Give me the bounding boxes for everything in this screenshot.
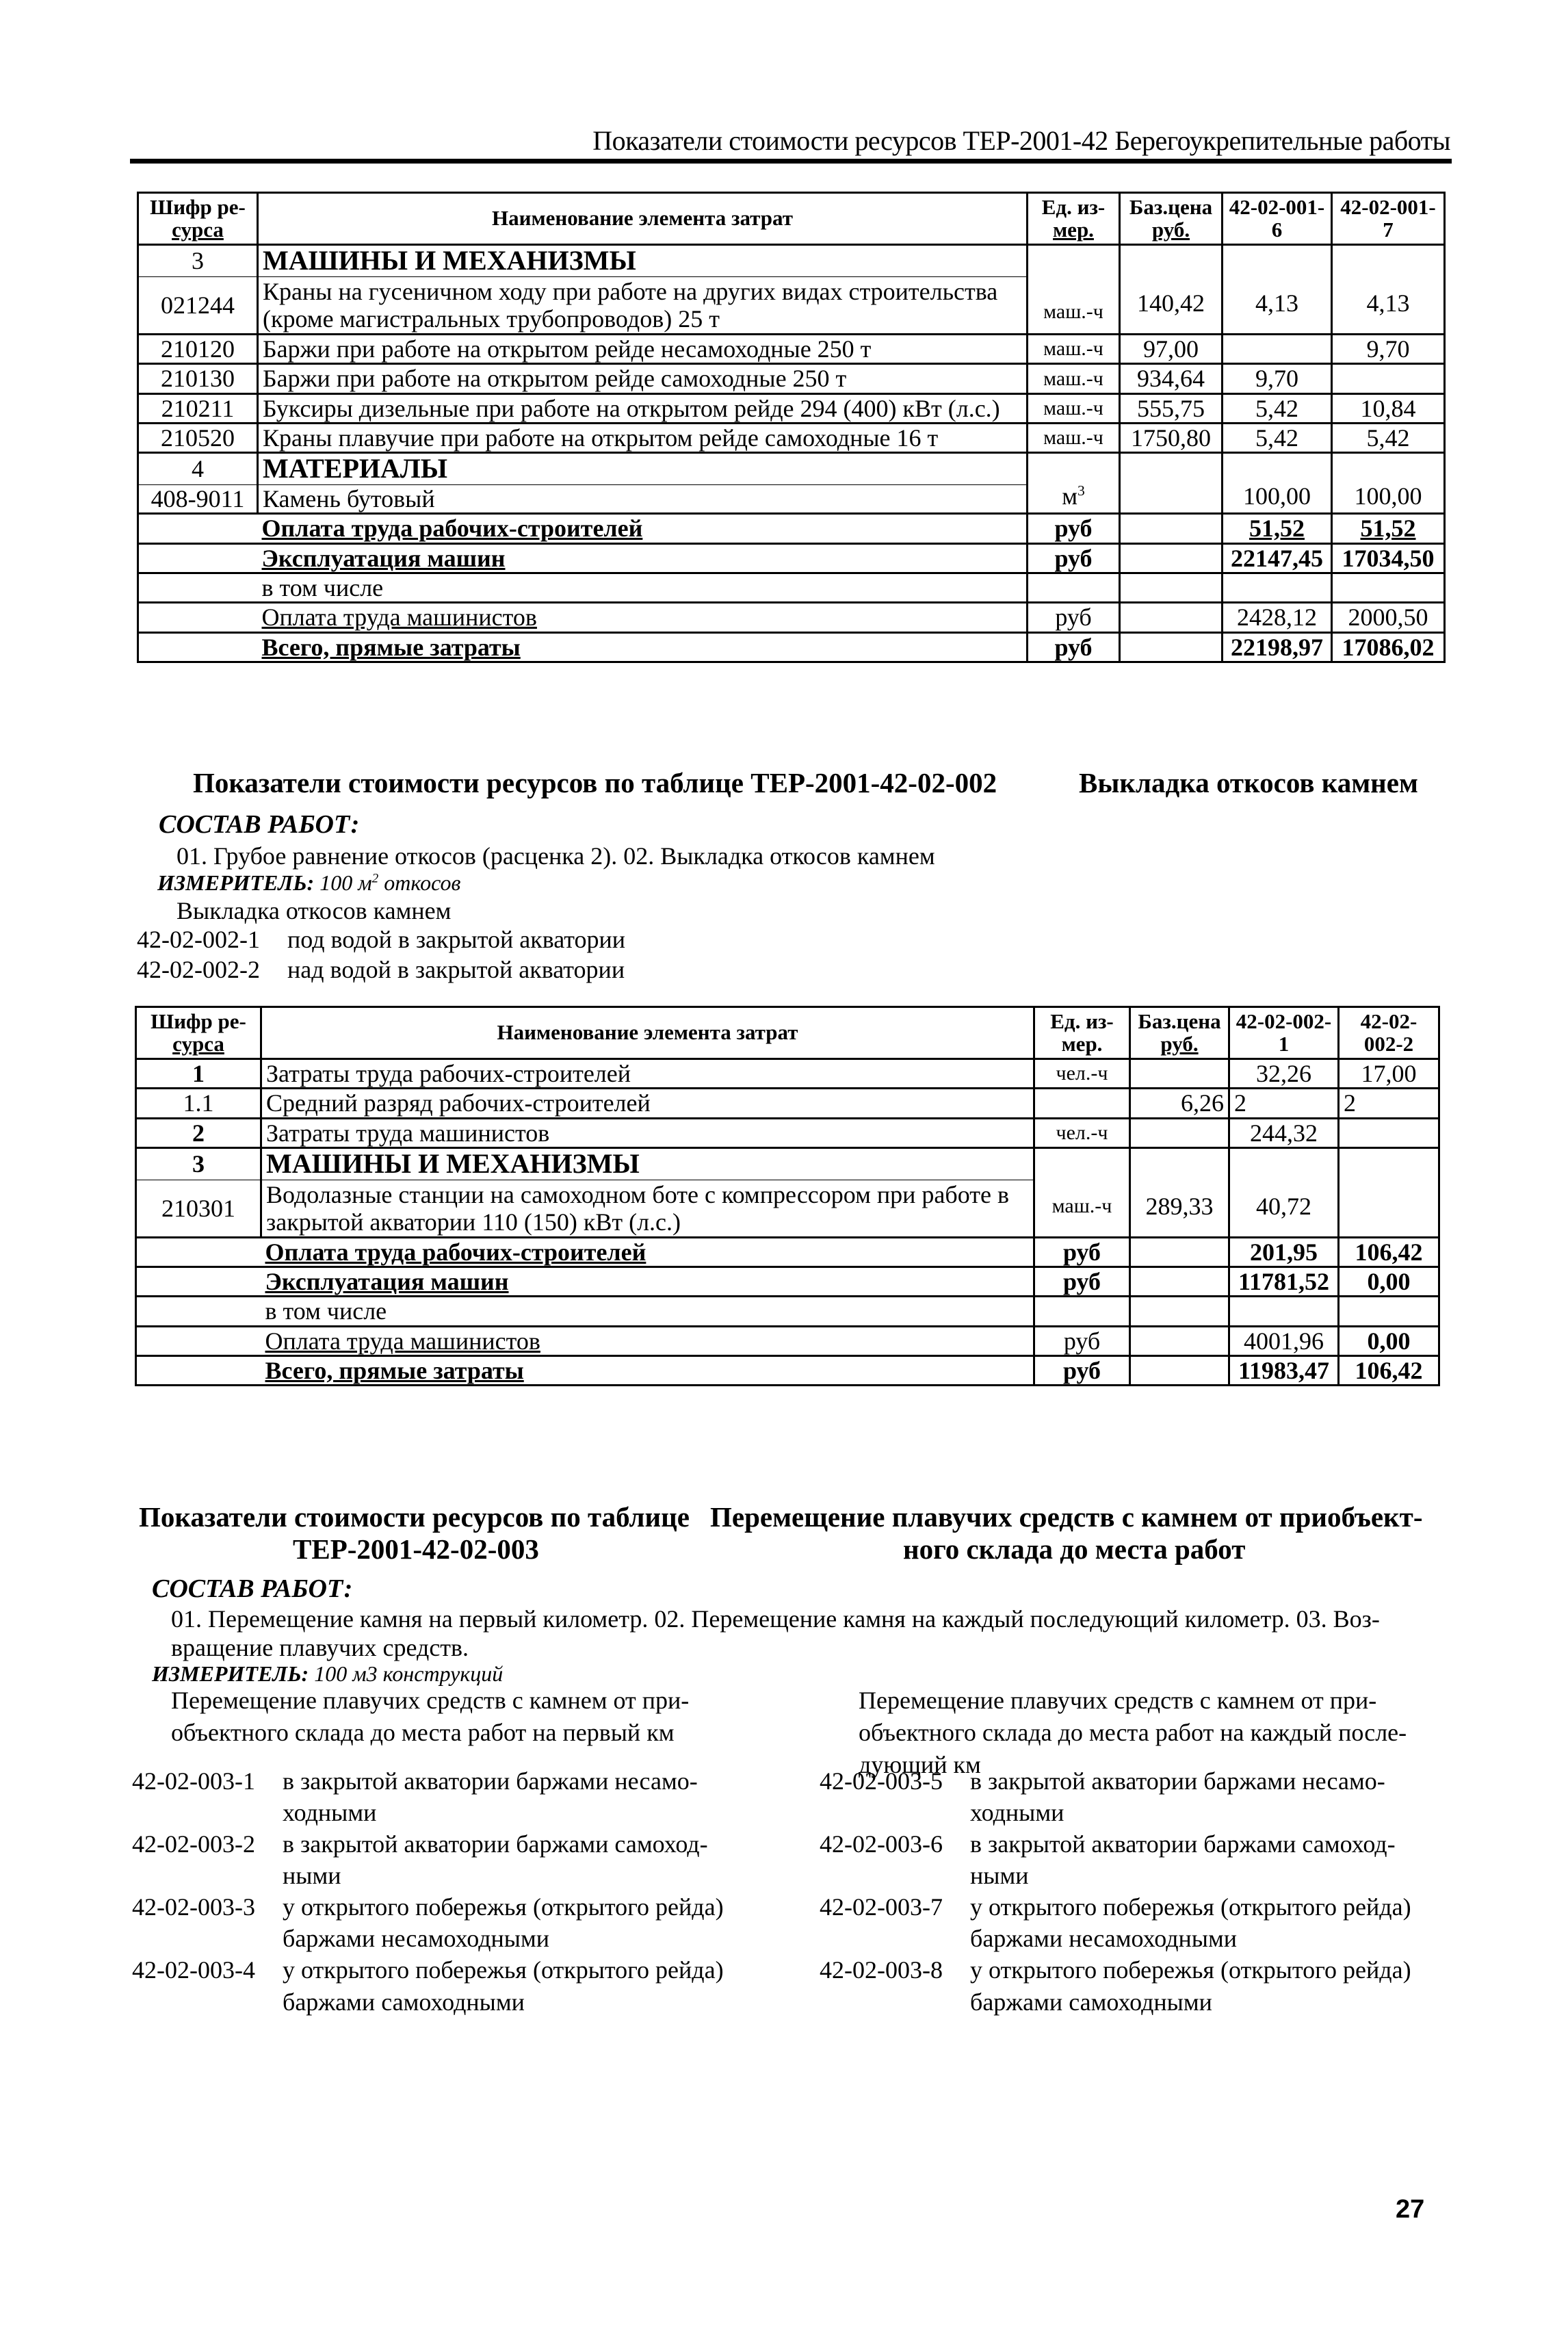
cell-unit: руб [1034, 1267, 1130, 1297]
cell-name: Всего, прямые затраты [261, 1356, 1034, 1386]
header-rule [130, 159, 1452, 164]
cell-name: Камень бутовый [258, 484, 1028, 513]
list-item [820, 1891, 1449, 1954]
group-title-line: Перемещение плавучих средств с камнем от при- [171, 1687, 690, 1714]
cell-name: Краны на гусеничном ходу при работе на других видах строительства (кроме магистральных трубопроводов) 25 т [258, 276, 1028, 334]
list-item [137, 954, 753, 984]
cell-price [1130, 1118, 1229, 1147]
cell-name: Водолазные станции на самоходном боте с компрессором при работе в закрытой акватории 110 (150) кВт (л.с.) [261, 1180, 1034, 1237]
cell-price: 289,33 [1130, 1148, 1229, 1238]
item-code: 42-02-002-2 [137, 956, 260, 983]
cell-col-a: 5,42 [1223, 393, 1332, 423]
header-price: Баз.цена руб. [1130, 1007, 1229, 1059]
cell-name: Баржи при работе на открытом рейде несамоходные 250 т [258, 334, 1028, 363]
cell-col-a: 40,72 [1229, 1148, 1339, 1238]
cell-col-b: 17086,02 [1332, 632, 1445, 662]
table-row [138, 393, 1445, 423]
cell-col-a [1223, 573, 1332, 602]
cell-price [1130, 1059, 1229, 1089]
table-row [138, 364, 1445, 393]
cell-price [1130, 1356, 1229, 1386]
item-desc: в закрытой акватории баржами самоход- ными [970, 1830, 1396, 1890]
cell-col-a [1229, 1297, 1339, 1326]
cell-code: 210301 [136, 1180, 261, 1237]
list-item [132, 1765, 775, 1828]
cell-col-b [1332, 364, 1445, 393]
cell-col-b: 17,00 [1339, 1059, 1439, 1089]
resource-cost-table-42-02-002 [135, 1006, 1440, 1386]
cell-unit: маш.-ч [1028, 364, 1120, 393]
cell-col-a: 11781,52 [1229, 1267, 1339, 1297]
cell-price: 555,75 [1120, 393, 1223, 423]
cell-name: Всего, прямые затраты [258, 632, 1028, 662]
cell-col-b: 10,84 [1332, 393, 1445, 423]
cell-col-b: 0,00 [1339, 1326, 1439, 1355]
item-desc: у открытого побережья (открытого рейда) баржами самоходными [970, 1956, 1411, 2016]
cell-unit [1028, 573, 1120, 602]
item-desc: в закрытой акватории баржами несамо- ходными [970, 1767, 1385, 1827]
header-unit: Ед. из- мер. [1028, 193, 1120, 245]
cell-col-b [1332, 573, 1445, 602]
cell-col-a: 4,13 [1223, 245, 1332, 335]
cell-unit: маш.-ч [1028, 245, 1120, 335]
cell-price [1130, 1237, 1229, 1267]
cell-name: Оплата труда рабочих-строителей [261, 1237, 1034, 1267]
summary-row [136, 1267, 1439, 1297]
cell-unit: чел.-ч [1034, 1118, 1130, 1147]
item-code: 42-02-003-8 [820, 1956, 943, 1984]
cell-code: 2 [136, 1118, 261, 1147]
section-subtitle-42-02-002: Выкладка откосов камнем [1079, 767, 1418, 798]
section-title-42-02-003: Показатели стоимости ресурсов по таблице [139, 1501, 690, 1533]
cell-code: 210520 [138, 423, 258, 452]
section-name: МАШИНЫ И МЕХАНИЗМЫ [258, 245, 1028, 277]
running-header: Показатели стоимости ресурсов ТЕР-2001-42 Берегоукрепительные работы [592, 125, 1450, 156]
item-code: 42-02-003-5 [820, 1767, 943, 1795]
cell-col-b: 2 [1339, 1089, 1439, 1118]
cell-name: Затраты труда рабочих-строителей [261, 1059, 1034, 1089]
cell-col-a: 5,42 [1223, 423, 1332, 452]
cell-name: в том числе [261, 1297, 1034, 1326]
cell-unit: руб [1028, 514, 1120, 543]
sostav-text: 01. Грубое равнение откосов (расценка 2). 02. Выкладка откосов камнем [177, 842, 935, 870]
cell-name: Оплата труда рабочих-строителей [258, 514, 1028, 543]
item-desc: под водой в закрытой акватории [287, 926, 626, 953]
cell-code [138, 543, 258, 573]
cell-unit: чел.-ч [1034, 1059, 1130, 1089]
cell-name: Оплата труда машинистов [261, 1326, 1034, 1355]
group-title-line: дующий км [859, 1750, 981, 1778]
group-title-line: объектного склада до места работ на первый км [171, 1718, 675, 1746]
cell-code: 021244 [138, 276, 258, 334]
cell-price [1130, 1297, 1229, 1326]
summary-row-total [136, 1356, 1439, 1386]
cell-code [138, 632, 258, 662]
header-col-b: 42-02-001- 7 [1332, 193, 1445, 245]
cell-price [1120, 514, 1223, 543]
cell-code [136, 1237, 261, 1267]
cell-name: Эксплуатация машин [258, 543, 1028, 573]
cell-col-b: 100,00 [1332, 453, 1445, 514]
cell-price [1120, 543, 1223, 573]
summary-row [136, 1326, 1439, 1355]
item-code: 42-02-002-1 [137, 926, 260, 953]
cell-col-a: 22147,45 [1223, 543, 1332, 573]
section-row-machines [136, 1148, 1439, 1180]
cell-code [138, 603, 258, 632]
cell-unit: маш.-ч [1028, 423, 1120, 452]
list-item [137, 924, 753, 954]
cell-price [1120, 573, 1223, 602]
cell-price [1120, 632, 1223, 662]
item-desc: у открытого побережья (открытого рейда) баржами несамоходными [970, 1893, 1411, 1953]
section-code: 4 [138, 453, 258, 485]
cell-col-b: 5,42 [1332, 423, 1445, 452]
cell-code: 1 [136, 1059, 261, 1089]
page-number: 27 [1396, 2195, 1425, 2224]
section-subtitle-42-02-003-line1: Перемещение плавучих средств с камнем от приобъект- [710, 1501, 1423, 1533]
section-row-machines [138, 245, 1445, 277]
cell-name: Оплата труда машинистов [258, 603, 1028, 632]
cell-unit: руб [1028, 632, 1120, 662]
group-title-line: Перемещение плавучих средств с камнем от при- [859, 1687, 1377, 1714]
item-desc: у открытого побережья (открытого рейда) баржами несамоходными [283, 1893, 724, 1953]
cell-col-b: 51,52 [1332, 514, 1445, 543]
cell-col-b [1339, 1118, 1439, 1147]
list-item [132, 1828, 775, 1891]
item-code: 42-02-003-6 [820, 1830, 943, 1858]
sostav-text-line1: 01. Перемещение камня на первый километр. 02. Перемещение камня на каждый последующий километр. 03. Воз- [171, 1605, 1380, 1633]
cell-price [1130, 1267, 1229, 1297]
cell-code [136, 1326, 261, 1355]
cell-unit: маш.-ч [1028, 393, 1120, 423]
cell-col-a: 100,00 [1223, 453, 1332, 514]
cell-unit: $м^3$ [1028, 453, 1120, 514]
header-col-a: 42-02-002- 1 [1229, 1007, 1339, 1059]
cell-col-a: 11983,47 [1229, 1356, 1339, 1386]
cell-col-b: 106,42 [1339, 1237, 1439, 1267]
cell-unit [1034, 1297, 1130, 1326]
section-title-42-02-003-code: ТЕР-2001-42-02-003 [293, 1533, 539, 1565]
cell-name: Баржи при работе на открытом рейде самоходные 250 т [258, 364, 1028, 393]
item-code: 42-02-003-3 [132, 1893, 255, 1921]
cell-name: Средний разряд рабочих-строителей [261, 1089, 1034, 1118]
cell-name: Краны плавучие при работе на открытом рейде самоходные 16 т [258, 423, 1028, 452]
cell-unit: маш.-ч [1028, 334, 1120, 363]
item-desc: в закрытой акватории баржами несамо- ходными [283, 1767, 698, 1827]
cell-col-a: 9,70 [1223, 364, 1332, 393]
table-header-row [136, 1007, 1439, 1059]
right-code-list [820, 1765, 1449, 2018]
code-list [137, 924, 753, 984]
cell-col-a: 51,52 [1223, 514, 1332, 543]
sostav-text-line2: вращение плавучих средств. [171, 1634, 469, 1661]
table-row [136, 1059, 1439, 1089]
cell-col-b: 106,42 [1339, 1356, 1439, 1386]
cell-price: 934,64 [1120, 364, 1223, 393]
cell-code: 408-9011 [138, 484, 258, 513]
cell-name: Эксплуатация машин [261, 1267, 1034, 1297]
table-header-row [138, 193, 1445, 245]
item-desc: у открытого побережья (открытого рейда) баржами самоходными [283, 1956, 724, 2016]
izmeritel: ИЗМЕРИТЕЛЬ: 100 $м^2$ откосов [157, 870, 461, 895]
cell-unit: маш.-ч [1034, 1148, 1130, 1238]
cell-code: 210211 [138, 393, 258, 423]
list-item [820, 1765, 1449, 1828]
item-desc: над водой в закрытой акватории [287, 956, 625, 983]
group-title-line: объектного склада до места работ на каждый после- [859, 1718, 1407, 1746]
resource-cost-table-42-02-001 [137, 192, 1446, 663]
sostav-label: СОСТАВ РАБОТ: [159, 810, 360, 839]
summary-row [136, 1237, 1439, 1267]
cell-unit: руб [1034, 1237, 1130, 1267]
section-code: 3 [138, 245, 258, 277]
cell-col-b [1339, 1148, 1439, 1238]
cell-col-a: 32,26 [1229, 1059, 1339, 1089]
cell-unit: руб [1028, 603, 1120, 632]
list-item [820, 1828, 1449, 1891]
cell-col-a: 4001,96 [1229, 1326, 1339, 1355]
left-group-title [171, 1685, 759, 1749]
table-row [138, 334, 1445, 363]
sostav-label: СОСТАВ РАБОТ: [152, 1574, 353, 1603]
cell-price [1120, 603, 1223, 632]
summary-row [138, 603, 1445, 632]
section-name: МАШИНЫ И МЕХАНИЗМЫ [261, 1148, 1034, 1180]
item-code: 42-02-003-7 [820, 1893, 943, 1921]
table-row [136, 1118, 1439, 1147]
cell-col-b: 9,70 [1332, 334, 1445, 363]
cell-code [136, 1267, 261, 1297]
list-item [820, 1954, 1449, 2017]
header-price: Баз.цена руб. [1120, 193, 1223, 245]
section-title-42-02-002: Показатели стоимости ресурсов по таблице ТЕР-2001-42-02-002 [193, 767, 997, 798]
cell-code: 1.1 [136, 1089, 261, 1118]
cell-code [138, 514, 258, 543]
cell-col-b: 0,00 [1339, 1267, 1439, 1297]
cell-name: в том числе [258, 573, 1028, 602]
section-row-materials [138, 453, 1445, 485]
cell-code: 210120 [138, 334, 258, 363]
table-row [136, 1089, 1439, 1118]
table-row [138, 423, 1445, 452]
izmeritel: ИЗМЕРИТЕЛЬ: 100 м3 конструкций [152, 1661, 504, 1686]
item-code: 42-02-003-2 [132, 1830, 255, 1858]
list-item [132, 1954, 775, 2017]
item-code: 42-02-003-1 [132, 1767, 255, 1795]
cell-col-a [1223, 334, 1332, 363]
section-subtitle-42-02-003-line2: ного склада до места работ [903, 1533, 1246, 1565]
cell-col-a: 22198,97 [1223, 632, 1332, 662]
header-code: Шифр ре- сурса [138, 193, 258, 245]
header-name: Наименование элемента затрат [258, 193, 1028, 245]
header-unit: Ед. из- мер. [1034, 1007, 1130, 1059]
header-col-b: 42-02- 002-2 [1339, 1007, 1439, 1059]
cell-price: 1750,80 [1120, 423, 1223, 452]
cell-price [1120, 453, 1223, 514]
header-name: Наименование элемента затрат [261, 1007, 1034, 1059]
cell-col-b: 2000,50 [1332, 603, 1445, 632]
cell-price: 97,00 [1120, 334, 1223, 363]
group-title: Выкладка откосов камнем [177, 897, 452, 924]
summary-row [136, 1297, 1439, 1326]
section-code: 3 [136, 1148, 261, 1180]
cell-col-b [1339, 1297, 1439, 1326]
header-col-a: 42-02-001- 6 [1223, 193, 1332, 245]
item-code: 42-02-003-4 [132, 1956, 255, 1984]
list-item [132, 1891, 775, 1954]
cell-col-b: 17034,50 [1332, 543, 1445, 573]
cell-code [136, 1356, 261, 1386]
left-code-list [132, 1765, 775, 2018]
cell-unit: руб [1028, 543, 1120, 573]
cell-col-b: 4,13 [1332, 245, 1445, 335]
cell-name: Буксиры дизельные при работе на открытом рейде 294 (400) кВт (л.с.) [258, 393, 1028, 423]
cell-code: 210130 [138, 364, 258, 393]
summary-row-total [138, 632, 1445, 662]
cell-price [1130, 1326, 1229, 1355]
cell-unit: руб [1034, 1326, 1130, 1355]
section-name: МАТЕРИАЛЫ [258, 453, 1028, 485]
cell-unit: руб [1034, 1356, 1130, 1386]
cell-col-a: 244,32 [1229, 1118, 1339, 1147]
summary-row [138, 514, 1445, 543]
item-desc: в закрытой акватории баржами самоход- ными [283, 1830, 708, 1890]
cell-name: Затраты труда машинистов [261, 1118, 1034, 1147]
cell-col-a: 201,95 [1229, 1237, 1339, 1267]
cell-code [138, 573, 258, 602]
cell-unit [1034, 1089, 1130, 1118]
cell-price: 6,26 [1130, 1089, 1229, 1118]
cell-code [136, 1297, 261, 1326]
header-code: Шифр ре- сурса [136, 1007, 261, 1059]
cell-col-a: 2 [1229, 1089, 1339, 1118]
summary-row [138, 543, 1445, 573]
cell-col-a: 2428,12 [1223, 603, 1332, 632]
summary-row [138, 573, 1445, 602]
cell-price: 140,42 [1120, 245, 1223, 335]
